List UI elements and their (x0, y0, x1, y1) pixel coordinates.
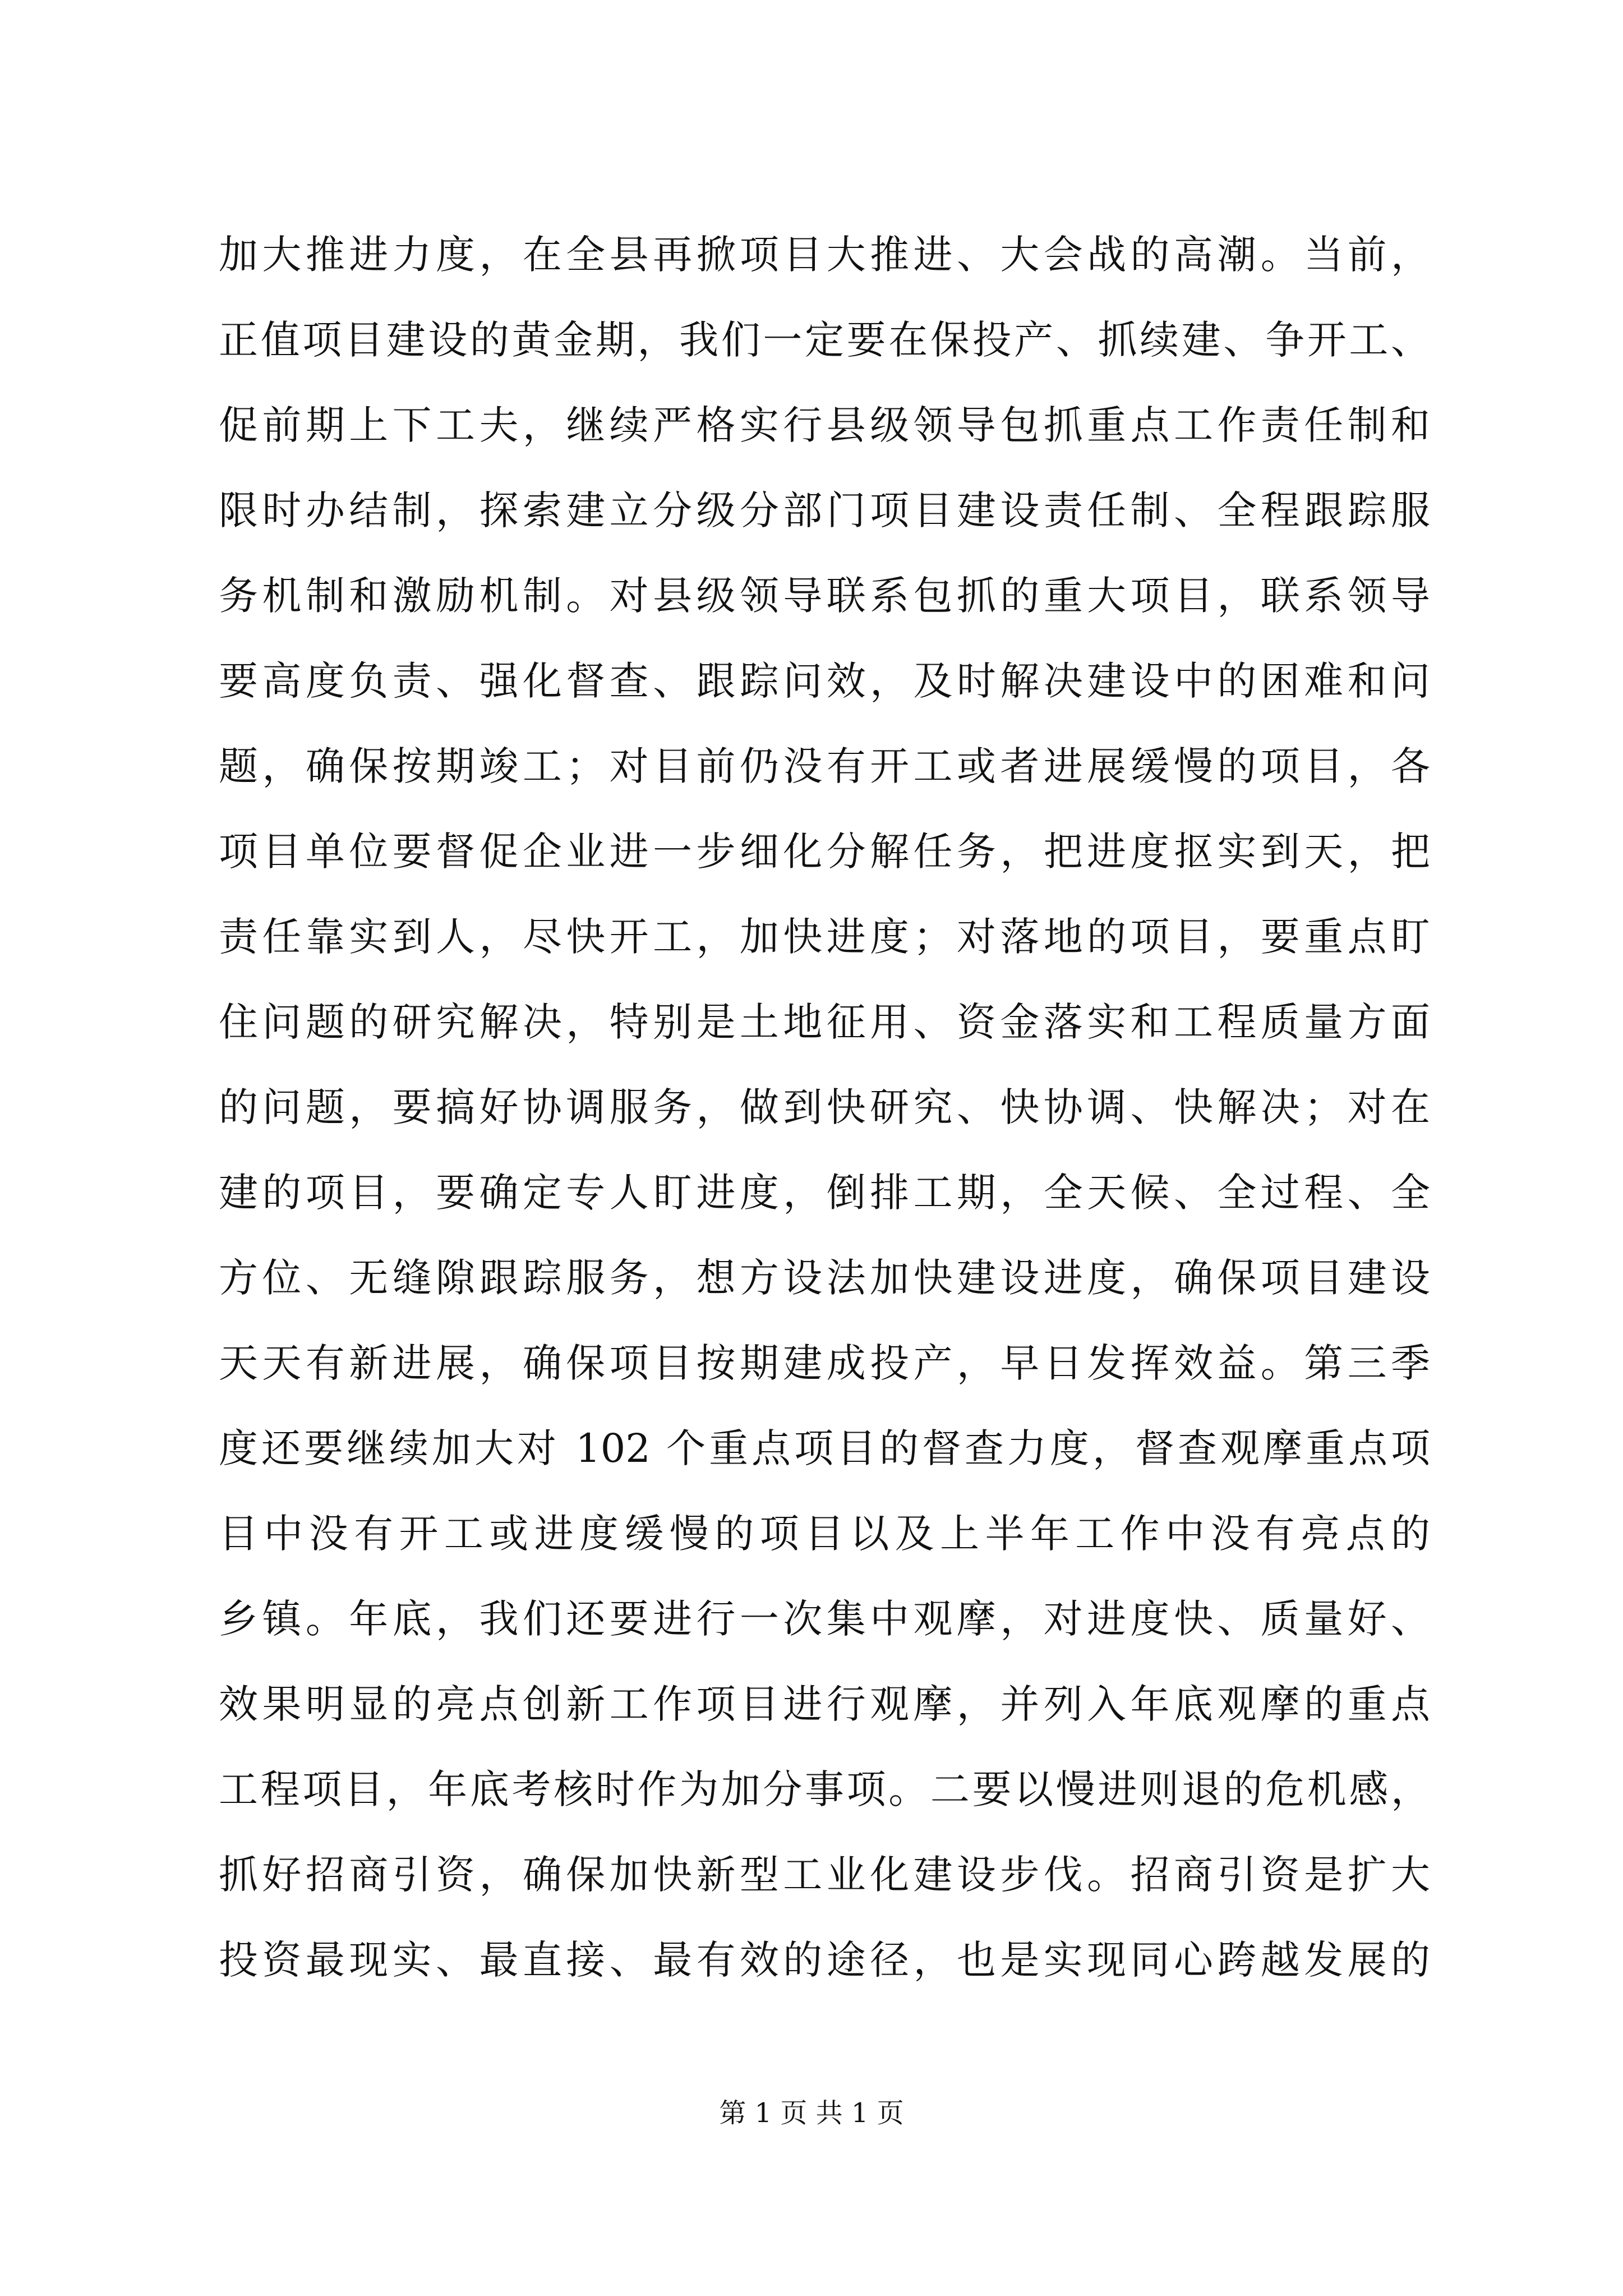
text-line: 项目单位要督促企业进一步细化分解任务，把进度抠实到天，把 (219, 829, 1430, 875)
text-line: 抓好招商引资，确保加快新型工业化建设步伐。招商引资是扩大 (219, 1852, 1430, 1898)
text-line: 乡镇。年底，我们还要进行一次集中观摩，对进度快、质量好、 (219, 1596, 1430, 1642)
text-line: 加大推进力度，在全县再掀项目大推进、大会战的高潮。当前， (219, 232, 1430, 278)
text-line: 投资最现实、最直接、最有效的途径，也是实现同心跨越发展的 (219, 1937, 1430, 1983)
text-line: 效果明显的亮点创新工作项目进行观摩，并列入年底观摩的重点 (219, 1681, 1430, 1727)
text-line: 促前期上下工夫，继续严格实行县级领导包抓重点工作责任制和 (219, 402, 1430, 448)
text-line: 务机制和激励机制。对县级领导联系包抓的重大项目，联系领导 (219, 573, 1430, 619)
text-line: 责任靠实到人，尽快开工，加快进度；对落地的项目，要重点盯 (219, 914, 1430, 960)
body-text (219, 212, 1430, 2003)
text-line: 方位、无缝隙跟踪服务，想方设法加快建设进度，确保项目建设 (219, 1255, 1430, 1301)
text-line: 题，确保按期竣工；对目前仍没有开工或者进展缓慢的项目，各 (219, 743, 1430, 789)
text-line: 目中没有开工或进度缓慢的项目以及上半年工作中没有亮点的 (219, 1511, 1430, 1557)
text-line: 建的项目，要确定专人盯进度，倒排工期，全天候、全过程、全 (219, 1170, 1430, 1216)
text-line: 限时办结制，探索建立分级分部门项目建设责任制、全程跟踪服 (219, 487, 1430, 533)
text-line: 工程项目，年底考核时作为加分事项。二要以慢进则退的危机感， (219, 1766, 1430, 1812)
text-line: 的问题，要搞好协调服务，做到快研究、快协调、快解决；对在 (219, 1084, 1430, 1130)
text-line: 住问题的研究解决，特别是土地征用、资金落实和工程质量方面 (219, 999, 1430, 1045)
text-line: 度还要继续加大对 102 个重点项目的督查力度，督查观摩重点项 (219, 1425, 1430, 1471)
text-line: 天天有新进展，确保项目按期建成投产，早日发挥效益。第三季 (219, 1340, 1430, 1386)
text-line: 正值项目建设的黄金期，我们一定要在保投产、抓续建、争开工、 (219, 317, 1430, 363)
page-number-footer: 第 1 页 共 1 页 (719, 2097, 904, 2129)
text-line: 要高度负责、强化督查、跟踪问效，及时解决建设中的困难和问 (219, 658, 1430, 704)
